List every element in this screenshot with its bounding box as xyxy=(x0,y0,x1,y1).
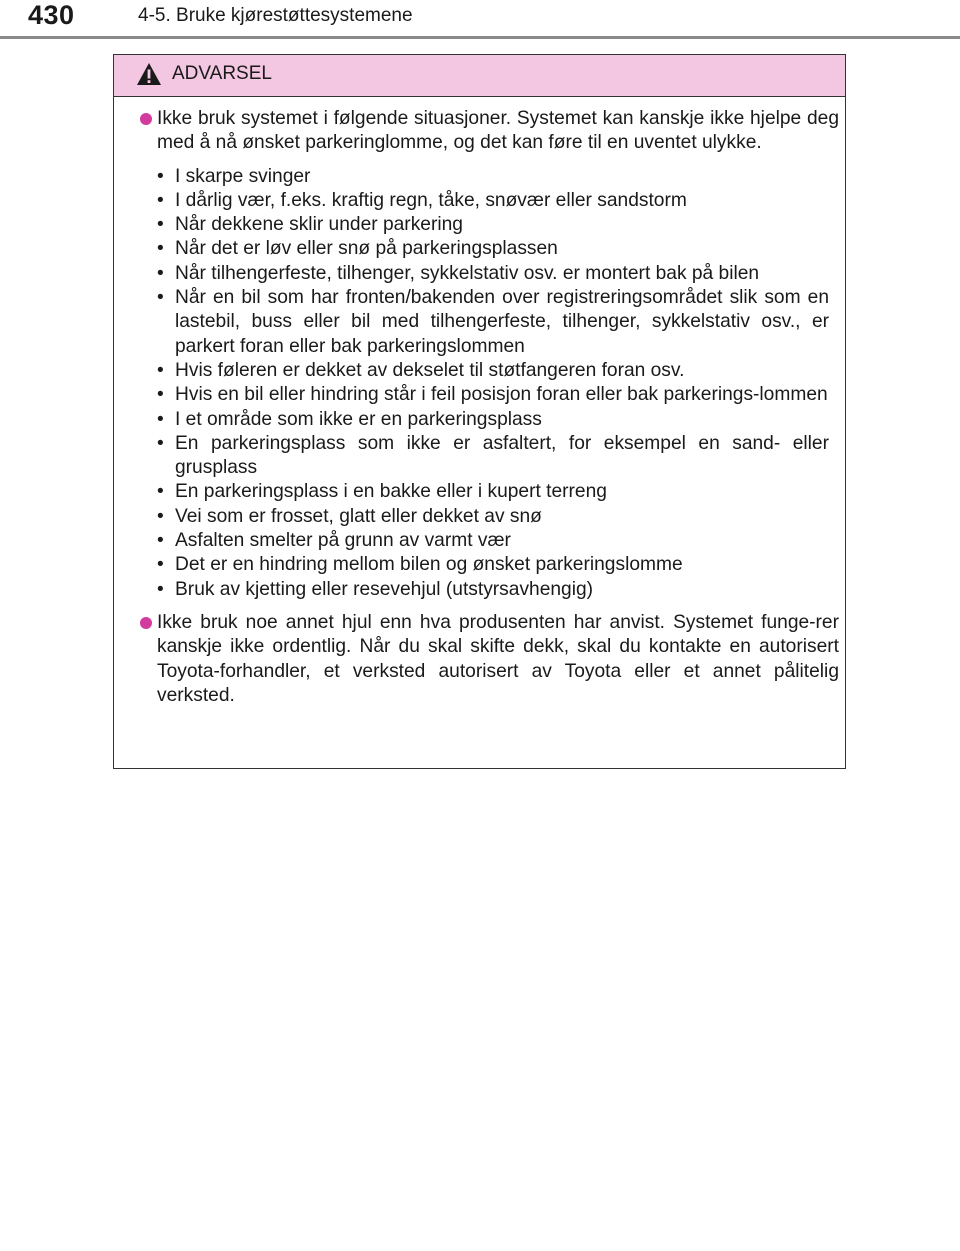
bullet-icon: • xyxy=(157,214,164,236)
list-item-text: En parkeringsplass i en bakke eller i kupert terreng xyxy=(175,481,607,503)
list-item-text: Vei som er frosset, glatt eller dekket av snø xyxy=(175,505,542,527)
warning-header xyxy=(114,55,845,97)
list-item xyxy=(114,359,847,383)
section-title: 4-5. Bruke kjørestøttesystemene xyxy=(138,5,413,26)
list-item xyxy=(114,529,847,553)
list-item-text: Når en bil som har fronten/bakenden over registreringsområdet slik som en lastebil, buss eller bil med tilhengerfeste, tilhenger, sykkelstativ osv., er parkert foran eller bak parkeringslommen xyxy=(175,287,829,357)
list-item xyxy=(114,505,847,529)
list-item xyxy=(114,286,847,359)
list-item-text: Når dekkene sklir under parkering xyxy=(175,214,463,236)
bullet-icon: • xyxy=(157,578,164,600)
bullet-icon: • xyxy=(157,530,164,552)
bullet-icon: • xyxy=(157,262,164,284)
list-item xyxy=(114,213,847,237)
list-item-text: Hvis en bil eller hindring står i feil posisjon foran eller bak parkerings-lommen xyxy=(175,384,828,406)
bullet-icon: • xyxy=(157,408,164,430)
list-item xyxy=(114,383,847,407)
list-item xyxy=(114,432,847,481)
list-item xyxy=(114,578,847,602)
bullet-icon: • xyxy=(157,505,164,527)
paragraph-1-text: Ikke bruk systemet i følgende situasjoner. Systemet kan kanskje ikke hjelpe deg med å nå ønsket parkeringlomme, og det kan føre til en uventet ulykke. xyxy=(157,108,839,154)
list-item-text: Hvis føleren er dekket av dekselet til støtfangeren foran osv. xyxy=(175,359,685,381)
warning-body xyxy=(114,107,847,708)
list-item xyxy=(114,237,847,261)
bullet-icon: • xyxy=(157,165,164,187)
list-item xyxy=(114,262,847,286)
list-item-text: I dårlig vær, f.eks. kraftig regn, tåke, snøvær eller sandstorm xyxy=(175,189,687,211)
bullet-icon: • xyxy=(157,359,164,381)
list-item xyxy=(114,553,847,577)
list-item xyxy=(114,480,847,504)
bullet-icon: • xyxy=(157,481,164,503)
paragraph-dot-icon xyxy=(140,617,152,629)
list-item-text: I et område som ikke er en parkeringsplass xyxy=(175,408,542,430)
warning-paragraph-2 xyxy=(114,611,847,708)
bullet-icon: • xyxy=(157,554,164,576)
warning-box xyxy=(113,54,846,769)
list-item-text: Det er en hindring mellom bilen og ønsket parkeringslomme xyxy=(175,554,683,576)
paragraph-dot-icon xyxy=(140,113,152,125)
paragraph-2-text: Ikke bruk noe annet hjul enn hva produsenten har anvist. Systemet funge-rer kanskje ikke ordentlig. Når du skal skifte dekk, skal du kontakte en autorisert Toyota-forhandler, et verksted autorisert av Toyota eller et annet pålitelig verksted. xyxy=(157,611,839,706)
list-item-text: En parkeringsplass som ikke er asfaltert, for eksempel en sand- eller grusplass xyxy=(175,432,829,479)
bullet-icon: • xyxy=(157,432,164,454)
warning-paragraph-1 xyxy=(114,107,847,156)
bullet-icon: • xyxy=(157,384,164,406)
warning-label: ADVARSEL xyxy=(172,63,272,84)
warning-triangle-icon xyxy=(136,62,162,86)
bullet-icon: • xyxy=(157,189,164,211)
list-item-text: Asfalten smelter på grunn av varmt vær xyxy=(175,530,511,552)
list-item-text: Når det er løv eller snø på parkeringsplassen xyxy=(175,238,558,260)
page-number: 430 xyxy=(28,0,75,30)
list-item-text: I skarpe svinger xyxy=(175,165,311,187)
bullet-icon: • xyxy=(157,287,164,309)
list-item xyxy=(114,189,847,213)
list-item-text: Bruk av kjetting eller resevehjul (utstyrsavhengig) xyxy=(175,578,594,600)
list-item-text: Når tilhengerfeste, tilhenger, sykkelstativ osv. er montert bak på bilen xyxy=(175,262,760,284)
list-item xyxy=(114,408,847,432)
list-item xyxy=(114,165,847,189)
bullet-icon: • xyxy=(157,238,164,260)
header-rule xyxy=(0,36,960,39)
situation-list xyxy=(114,165,847,602)
